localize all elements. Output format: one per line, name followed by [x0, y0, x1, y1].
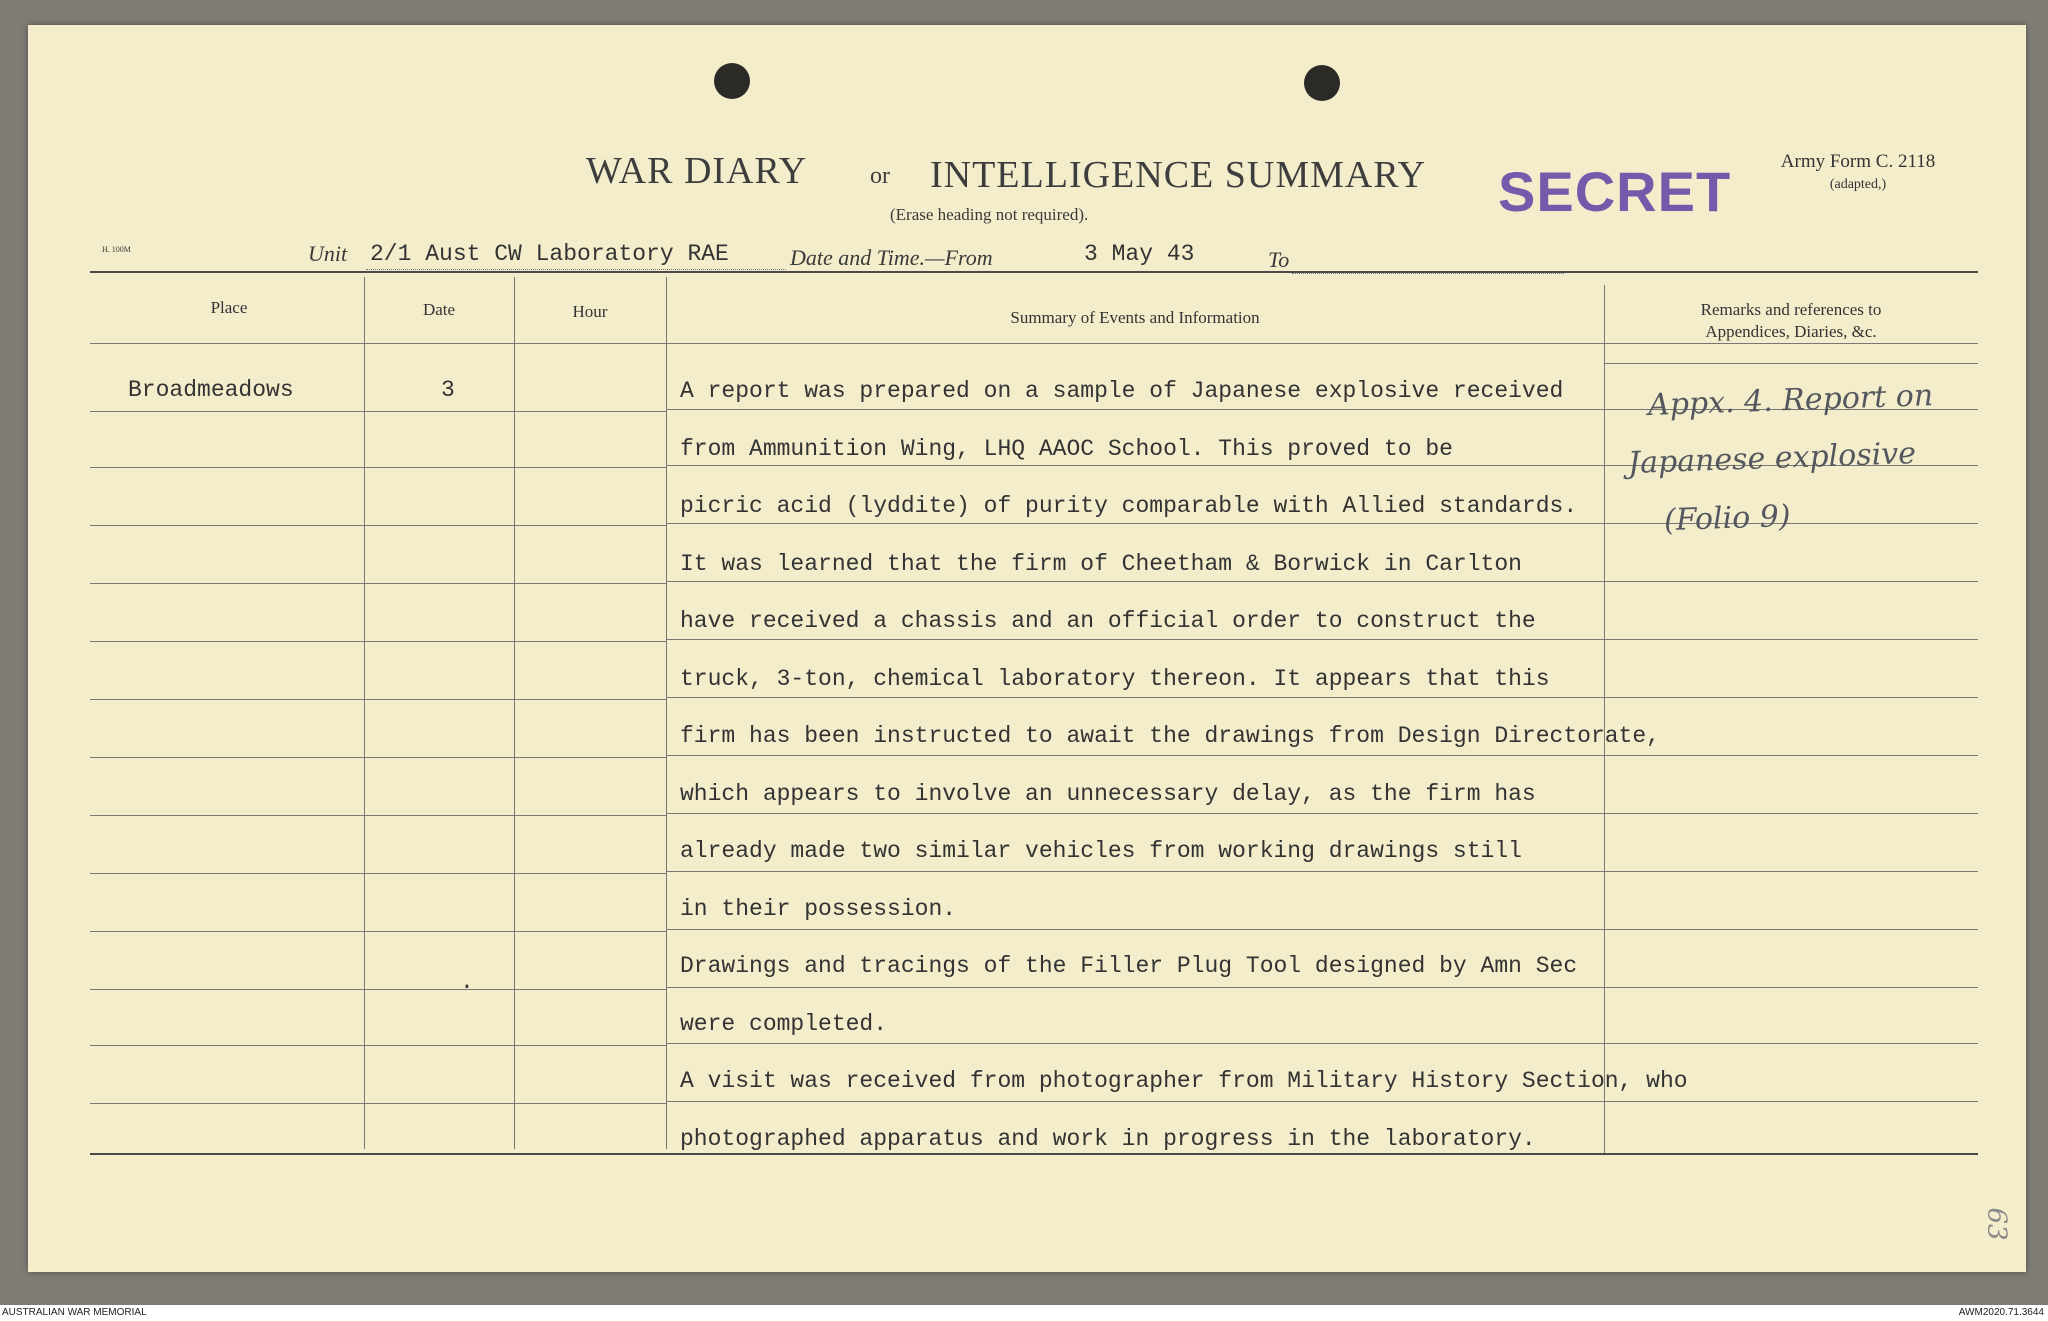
punch-hole-left: [714, 63, 750, 99]
ruled-line: [90, 1103, 666, 1104]
archive-footer: [0, 1305, 2048, 1321]
col-header-summary: Summary of Events and Information: [1010, 308, 1260, 327]
ruled-line: [666, 929, 1978, 930]
ruled-line: [90, 989, 666, 990]
footer-institution: AUSTRALIAN WAR MEMORIAL: [2, 1307, 147, 1318]
place-date-divider: [364, 277, 365, 1149]
diary-sheet: [28, 25, 2026, 1272]
heading-or: or: [870, 163, 890, 189]
ruled-line: [90, 699, 666, 700]
ruled-line: [666, 813, 1978, 814]
ruled-line: [90, 641, 666, 642]
summary-remarks-divider: [1604, 285, 1605, 1153]
summary-line: photographed apparatus and work in progress in the laboratory.: [680, 1125, 1536, 1152]
remarks-handwritten-1: Appx. 4. Report on: [1647, 378, 1934, 423]
header-bottom-rule: [90, 343, 1978, 344]
date-hour-divider: [514, 277, 515, 1149]
heading-intelligence-summary: INTELLIGENCE SUMMARY: [930, 154, 1427, 196]
summary-line: which appears to involve an unnecessary delay, as the firm has: [680, 780, 1536, 807]
secret-stamp: SECRET: [1498, 160, 1732, 223]
ruled-line: [90, 1045, 666, 1046]
summary-line: A report was prepared on a sample of Japanese explosive received: [680, 378, 1564, 404]
date-to-label: To: [1268, 247, 1290, 272]
ruled-line: [90, 873, 666, 874]
ruled-line: [666, 987, 1978, 988]
entry-date-dot: .: [460, 969, 474, 995]
print-code: H. 100M: [102, 245, 131, 254]
entry-date: 3: [441, 377, 455, 403]
ruled-line: [666, 581, 1978, 582]
ruled-line: [90, 815, 666, 816]
ruled-line: [666, 755, 1978, 756]
col-header-date: Date: [422, 300, 456, 319]
summary-line: Drawings and tracings of the Filler Plug Tool designed by Amn Sec: [680, 953, 1578, 979]
ruled-line: [666, 1043, 1978, 1044]
col-header-remarks-line2: Appendices, Diaries, &c.: [1705, 322, 1877, 341]
ruled-line: [90, 411, 666, 412]
table-bottom-rule: [90, 1153, 1978, 1155]
ruled-line: [90, 525, 666, 526]
ruled-line: [90, 467, 666, 468]
entry-place: Broadmeadows: [128, 377, 294, 403]
summary-line: A visit was received from photographer from Military History Section, who: [680, 1068, 1688, 1094]
ruled-line: [666, 871, 1978, 872]
summary-line: in their possession.: [680, 895, 957, 922]
summary-line: were completed.: [680, 1010, 888, 1037]
to-dotted-line: [1292, 273, 1564, 274]
summary-line: It was learned that the firm of Cheetham & Borwick in Carlton: [680, 550, 1522, 577]
table-top-rule: [90, 271, 1978, 273]
ruled-line: [90, 757, 666, 758]
remarks-header-bottom-rule: [1604, 363, 1978, 364]
ruled-line: [666, 639, 1978, 640]
summary-line: have received a chassis and an official order to construct the: [680, 608, 1536, 634]
unit-dotted-line: [366, 269, 786, 270]
hour-summary-divider: [666, 277, 667, 1149]
ruled-line: [666, 697, 1978, 698]
ruled-line: [90, 583, 666, 584]
footer-accession: AWM2020.71.3644: [1958, 1307, 2044, 1318]
heading-war-diary: WAR DIARY: [586, 150, 808, 192]
erase-heading-note: (Erase heading not required).: [890, 205, 1089, 224]
remarks-handwritten-2: Japanese explosive: [1627, 435, 1917, 482]
punch-hole-right: [1304, 65, 1340, 101]
col-header-place: Place: [210, 298, 248, 317]
ruled-line: [90, 931, 666, 932]
unit-label: Unit: [308, 241, 348, 266]
summary-line: from Ammunition Wing, LHQ AAOC School. This proved to be: [680, 435, 1453, 462]
page-number: 63: [1981, 1207, 2012, 1241]
summary-line: picric acid (lyddite) of purity comparable with Allied standards.: [680, 493, 1578, 519]
summary-line: already made two similar vehicles from working drawings still: [680, 838, 1522, 864]
date-from-value: 3 May 43: [1084, 241, 1195, 267]
col-header-remarks-line1: Remarks and references to: [1700, 300, 1882, 319]
remarks-handwritten-3: (Folio 9): [1663, 498, 1792, 539]
form-adapted-note: (adapted,): [1829, 177, 1887, 192]
ruled-line: [666, 1101, 1978, 1102]
unit-value: 2/1 Aust CW Laboratory RAE: [370, 241, 729, 267]
army-form-number: Army Form C. 2118: [1780, 151, 1936, 172]
date-time-from-label: Date and Time.—From: [790, 245, 993, 270]
summary-line: firm has been instructed to await the drawings from Design Directorate,: [680, 723, 1660, 749]
col-header-hour: Hour: [572, 302, 608, 321]
summary-line: truck, 3-ton, chemical laboratory thereon. It appears that this: [680, 665, 1550, 692]
